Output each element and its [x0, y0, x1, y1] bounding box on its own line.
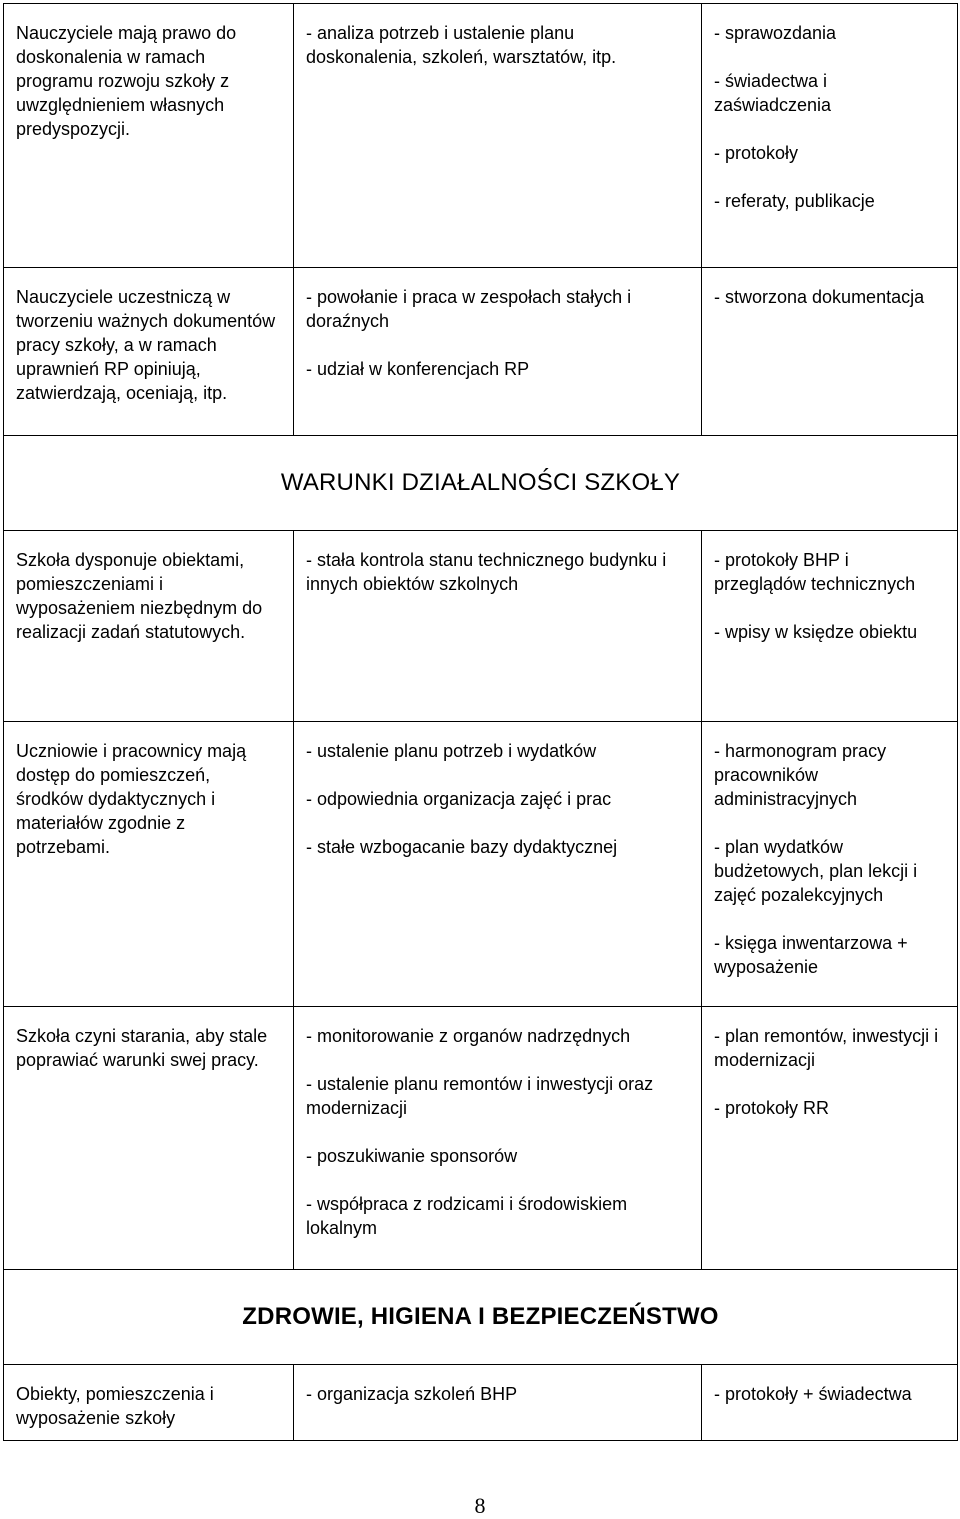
evidence-item: - referaty, publikacje — [714, 191, 875, 211]
table-row — [4, 4, 958, 268]
activities-cell — [294, 268, 702, 436]
table-row — [4, 1007, 958, 1270]
activity-item: - ustalenie planu potrzeb i wydatków — [306, 741, 597, 761]
activity-item: - stałe wzbogacanie bazy dydaktycznej — [306, 837, 618, 857]
activities-cell — [294, 1007, 702, 1270]
document-table — [3, 3, 958, 1441]
evidence-item: - protokoły — [714, 143, 799, 163]
evidence-cell — [702, 531, 958, 722]
activity-item: - udział w konferencjach RP — [306, 359, 530, 379]
evidence-item: - plan wydatków budżetowych, plan lekcji i zajęć pozalekcyjnych — [714, 837, 918, 905]
activity-item: - współpraca z rodzicami i środowiskiem lokalnym — [306, 1194, 628, 1238]
standard-cell — [4, 4, 294, 268]
activities-cell — [294, 1365, 702, 1441]
standard-cell — [4, 1365, 294, 1441]
evidence-cell — [702, 1007, 958, 1270]
evidence-cell — [702, 722, 958, 1007]
activity-item: - monitorowanie z organów nadrzędnych — [306, 1026, 631, 1046]
activity-item: - poszukiwanie sponsorów — [306, 1146, 518, 1166]
standard-text: Szkoła czyni starania, aby stale poprawiać warunki swej pracy. — [16, 1026, 268, 1070]
evidence-item: - protokoły BHP i przeglądów technicznych — [714, 550, 916, 594]
standard-text: Nauczyciele mają prawo do doskonalenia w ramach programu rozwoju szkoły z uwzględnieniem własnych predyspozycji. — [16, 23, 237, 139]
table-row — [4, 268, 958, 436]
standard-text: Uczniowie i pracownicy mają dostęp do pomieszczeń, środków dydaktycznych i materiałów zgodnie z potrzebami. — [16, 741, 247, 857]
standard-text: Szkoła dysponuje obiektami, pomieszczeniami i wyposażeniem niezbędnym do realizacji zadań statutowych. — [16, 550, 263, 642]
section-title: WARUNKI DZIAŁALNOŚCI SZKOŁY — [280, 469, 681, 496]
standard-cell — [4, 722, 294, 1007]
table-row — [4, 1365, 958, 1441]
evidence-item: - harmonogram pracy pracowników administracyjnych — [714, 741, 887, 809]
activity-item: - stała kontrola stanu technicznego budynku i innych obiektów szkolnych — [306, 550, 667, 594]
evidence-item: - świadectwa i zaświadczenia — [714, 71, 832, 115]
section-heading-conditions — [4, 436, 958, 531]
standard-text: Nauczyciele uczestniczą w tworzeniu ważnych dokumentów pracy szkoły, a w ramach uprawnień RP opiniują, zatwierdzają, oceniają, itp. — [16, 287, 276, 403]
section-row — [4, 1270, 958, 1365]
evidence-item: - sprawozdania — [714, 23, 837, 43]
activities-cell — [294, 4, 702, 268]
table-row — [4, 722, 958, 1007]
activities-cell — [294, 722, 702, 1007]
page-number: 8 — [474, 1493, 486, 1518]
evidence-cell — [702, 4, 958, 268]
evidence-item: - protokoły + świadectwa — [714, 1384, 912, 1404]
section-heading-health — [4, 1270, 958, 1365]
table-row — [4, 531, 958, 722]
activity-item: - odpowiednia organizacja zajęć i prac — [306, 789, 612, 809]
evidence-cell — [702, 1365, 958, 1441]
standard-text: Obiekty, pomieszczenia i wyposażenie szkoły — [16, 1384, 214, 1428]
evidence-item: - księga inwentarzowa + wyposażenie — [714, 933, 908, 977]
section-row — [4, 436, 958, 531]
activities-cell — [294, 531, 702, 722]
section-title: ZDROWIE, HIGIENA I BEZPIECZEŃSTWO — [242, 1303, 719, 1330]
activity-item: - organizacja szkoleń BHP — [306, 1384, 518, 1404]
standard-cell — [4, 1007, 294, 1270]
activity-item: - ustalenie planu remontów i inwestycji oraz modernizacji — [306, 1074, 654, 1118]
evidence-item: - wpisy w księdze obiektu — [714, 622, 918, 642]
activity-item: - analiza potrzeb i ustalenie planu doskonalenia, szkoleń, warsztatów, itp. — [306, 23, 617, 67]
evidence-item: - protokoły RR — [714, 1098, 830, 1118]
standard-cell — [4, 531, 294, 722]
standard-cell — [4, 268, 294, 436]
evidence-item: - plan remontów, inwestycji i modernizacji — [714, 1026, 939, 1070]
activity-item: - powołanie i praca w zespołach stałych i doraźnych — [306, 287, 632, 331]
evidence-cell — [702, 268, 958, 436]
evidence-item: - stworzona dokumentacja — [714, 287, 925, 307]
